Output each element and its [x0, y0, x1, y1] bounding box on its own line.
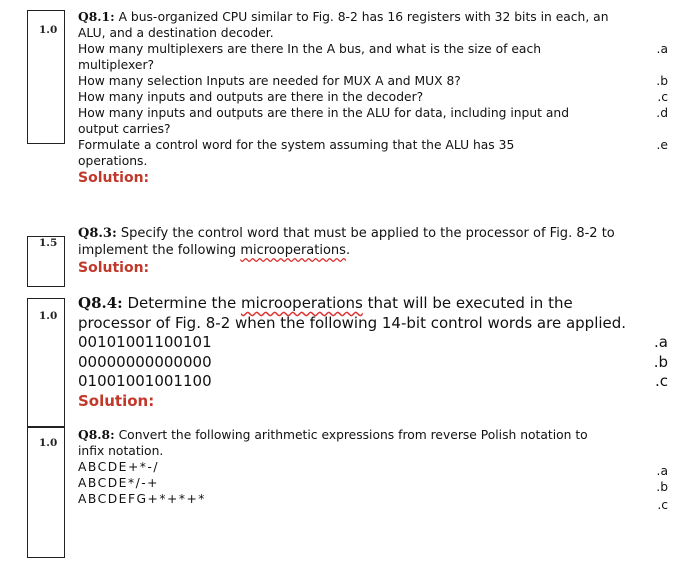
- part-d-mark: .d: [656, 106, 668, 120]
- q81-title1: A bus-organized CPU similar to Fig. 8-2 has 16 registers with 32 bits in each, an: [118, 10, 609, 24]
- misspelled-word: microoperations: [240, 294, 363, 312]
- question-q81: [78, 9, 668, 187]
- part-b-mark: .b: [656, 480, 668, 494]
- q81-c-text: How many inputs and outputs are there in the decoder?: [78, 90, 424, 104]
- q81-title-line1: [78, 9, 668, 25]
- question-q83: [78, 225, 668, 277]
- q88-line1: [78, 427, 668, 443]
- score-q83: 1.5: [39, 237, 58, 249]
- misspelled-word: microoperations: [240, 243, 346, 258]
- q88-part-a: [78, 459, 668, 478]
- q81-part-a-cont: multiplexer?: [78, 58, 155, 72]
- q83-line2: [78, 242, 668, 259]
- expression-a: ABCDE+*-/: [78, 460, 159, 474]
- q81-a-text: How many multiplexers are there In the A bus, and what is the size of each: [78, 42, 542, 56]
- part-e-mark: .e: [656, 138, 668, 152]
- q88-line2: infix notation.: [78, 444, 164, 458]
- control-word-b: 00000000000000: [78, 352, 212, 371]
- q81-d-text: How many inputs and outputs are there in the ALU for data, including input and: [78, 106, 570, 120]
- q84-line1: [78, 294, 668, 314]
- part-c-mark: .c: [654, 372, 668, 390]
- q81-part-c: [78, 89, 668, 105]
- q81-part-d-cont: output carries?: [78, 122, 171, 136]
- expression-b: ABCDE*/-+: [78, 476, 159, 490]
- q84-text1-post: that will be executed in the: [362, 294, 573, 312]
- score-q81: 1.0: [39, 24, 58, 36]
- q88-part-c: [78, 491, 668, 512]
- q84-text1-pre: Determine the: [127, 294, 241, 312]
- part-c-mark: .c: [657, 498, 668, 512]
- control-word-c: 01001001001100: [78, 372, 212, 390]
- q84-part-b: [78, 353, 668, 373]
- part-a-mark: .a: [654, 333, 668, 351]
- part-a-mark: .a: [656, 464, 668, 478]
- part-b-mark: .b: [653, 352, 668, 371]
- question-number: Q8.8:: [78, 427, 115, 442]
- q83-line1: [78, 225, 668, 242]
- q81-part-e: [78, 137, 668, 153]
- q81-part-a: [78, 41, 668, 57]
- q81-part-b: [78, 73, 668, 89]
- question-number: Q8.1:: [78, 9, 115, 24]
- q81-title-line2: ALU, and a destination decoder.: [78, 26, 274, 40]
- part-c-mark: .c: [657, 90, 668, 104]
- question-q88: [78, 427, 668, 512]
- q81-part-e-cont: operations.: [78, 154, 148, 168]
- q83-text2-post: .: [345, 243, 351, 258]
- solution-label: Solution:: [78, 391, 155, 410]
- score-q88: 1.0: [39, 437, 58, 449]
- solution-label: Solution:: [78, 170, 150, 186]
- q84-part-c: [78, 372, 668, 392]
- q81-e-text: Formulate a control word for the system assuming that the ALU has 35: [78, 138, 515, 152]
- q83-text2-pre: implement the following: [78, 243, 241, 258]
- q81-part-d: [78, 105, 668, 121]
- q84-line2: processor of Fig. 8-2 when the following 14-bit control words are applied.: [78, 313, 627, 332]
- solution-label: Solution:: [78, 260, 150, 276]
- q83-text1: Specify the control word that must be applied to the processor of Fig. 8-2 to: [120, 226, 615, 241]
- score-q84: 1.0: [39, 310, 58, 322]
- q88-part-b: [78, 475, 668, 494]
- question-number: Q8.4:: [78, 294, 123, 312]
- q81-b-text: How many selection Inputs are needed for MUX A and MUX 8?: [78, 74, 461, 88]
- control-word-a: 00101001100101: [78, 333, 212, 351]
- q88-text1: Convert the following arithmetic expressions from reverse Polish notation to: [118, 428, 588, 442]
- part-b-mark: .b: [656, 74, 668, 88]
- part-a-mark: .a: [656, 42, 668, 56]
- question-number: Q8.3:: [78, 226, 117, 241]
- q84-part-a: [78, 333, 668, 353]
- question-q84: [78, 294, 668, 411]
- expression-c: ABCDEFG+*+*+*: [78, 492, 206, 506]
